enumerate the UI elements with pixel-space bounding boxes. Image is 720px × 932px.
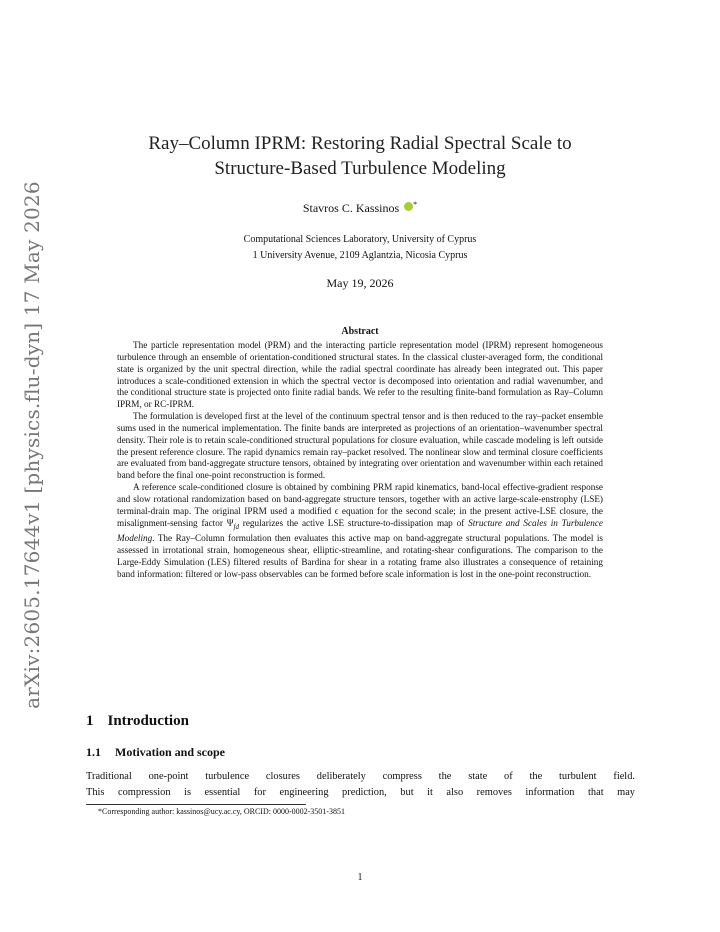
abstract-p3-part-b: regularizes the active LSE structure-to-dissipation map of	[238, 517, 469, 528]
affiliation-line-2: 1 University Avenue, 2109 Aglantzia, Nicosia Cyprus	[252, 250, 468, 261]
paper-title	[100, 131, 620, 181]
abstract-p3-subscript: fd	[233, 522, 239, 531]
affiliation	[100, 232, 620, 264]
arxiv-sidebar	[14, 181, 50, 709]
body-paragraph	[86, 769, 635, 801]
subsection-number: 1.1	[86, 745, 101, 759]
page-number: 1	[357, 872, 363, 883]
author-mark: *	[413, 200, 418, 209]
section-number: 1	[86, 713, 94, 729]
abstract-body	[117, 340, 603, 581]
affiliation-line-1: Computational Sciences Laboratory, University of Cyprus	[243, 234, 477, 245]
subsection-title: Motivation and scope	[115, 745, 226, 759]
abstract-paragraph-3	[117, 482, 603, 581]
title-line-2: Structure-Based Turbulence Modeling	[214, 158, 506, 179]
author-line	[100, 200, 620, 216]
abstract-paragraph-1: The particle representation model (PRM) and the interacting particle representation model (IPRM) represent homogeneous turbulence through an ensemble of orientation-conditioned structural states. In the classical cluster-averaged form, the conditional state is organized by the unit spectral direction, while the radial spectral coordinate has already been integrated out. This paper introduces a scale-conditioned extension in which the spectral vector is decomposed into orientation and radial wavenumber, and the conditional structure state is projected onto finite radial bands. We refer to the resulting finite-band formulation as Ray–Column IPRM, or RC-IPRM.	[117, 340, 603, 410]
arxiv-identifier: arXiv:2605.17644v1 [physics.flu-dyn] 17 May 2026	[20, 181, 44, 709]
body-line-1: Traditional one-point turbulence closures deliberately compress the state of the turbulent field.	[86, 771, 635, 782]
section-title: Introduction	[107, 713, 189, 729]
abstract-paragraph-2: The formulation is developed first at the level of the continuum spectral tensor and is then reduced to the ray–packet ensemble sums used in the numerical implementation. The finite bands are interpreted as projections of an orientation–wavenumber spectral density. Their role is to retain scale-conditioned structural populations for closure evaluation, while cascade modeling is left outside the present reference closure. The rapid dynamics remain ray–packet resolved. The nonlinear slow and terminal closure coefficients are evaluated from band-aggregate structure tensors, obtained by integrating over orientation and wavenumber within each retained band before the final one-point reconstruction is formed.	[117, 411, 603, 481]
author-name: Stavros C. Kassinos	[302, 201, 400, 215]
abstract-p3-book-title: Structure and Scales in Turbulence Modeling	[117, 517, 604, 544]
abstract-heading: Abstract	[341, 326, 379, 337]
body-line-2: This compression is essential for engineering prediction, but it also removes information that may	[86, 787, 635, 798]
abstract-p3-part-c: . The Ray–Column formulation then evaluates this active map on band-aggregate structural populations. The model is assessed in irrotational strain, homogeneous shear, elliptic-streamline, and rotating-shear configurations. The comparison to the Large-Eddy Simulation (LES) filtered results of Bardina for shear in a rotating frame also illustrates a consequence of retaining band information: filtered or low-pass observables can be formed before scale information is lost in the one-point reconstruction.	[117, 533, 603, 579]
footnote-rule	[86, 804, 306, 805]
section-heading-introduction	[86, 713, 189, 730]
subsection-heading-motivation	[86, 745, 225, 760]
paper-date: May 19, 2026	[326, 276, 394, 290]
footnote: *Corresponding author: kassinos@ucy.ac.cy, ORCID: 0000-0002-3501-3851	[98, 807, 345, 816]
title-line-1: Ray–Column IPRM: Restoring Radial Spectral Scale to	[148, 133, 572, 154]
orcid-icon[interactable]	[404, 202, 413, 211]
abstract-p3-part-a: A reference scale-conditioned closure is obtained by combining PRM rapid kinematics, band-local effective-gradient response and slow rotational randomization based on band-aggregate structure tensors, together with an active large-scale-enstrophy (LSE) terminal-drain map. The original IPRM used a modified ϵ equation for the second scale; in the present active-LSE closure, the misalignment-sensing factor Ψ	[117, 482, 603, 528]
